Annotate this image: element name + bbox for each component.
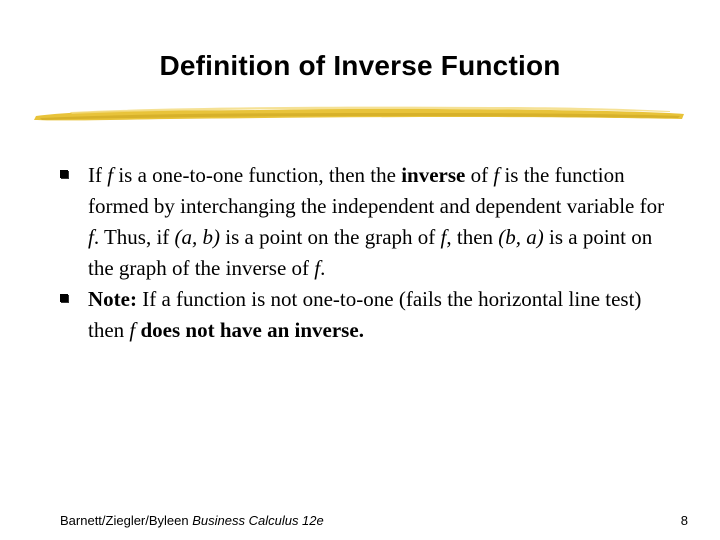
title-underline xyxy=(30,100,690,128)
text: If a function is not one-to-one (fails the horizontal line test) then xyxy=(88,287,642,342)
point-a-b: (a, b) xyxy=(174,225,221,249)
function-f: f xyxy=(107,163,114,187)
function-f: f xyxy=(440,225,447,249)
footer-authors: Barnett/Ziegler/Byleen xyxy=(60,513,193,528)
no-inverse-phrase: does not have an inverse xyxy=(135,318,359,342)
footer-book-title: Business Calculus 12e xyxy=(192,513,324,528)
square-bullet-icon xyxy=(60,294,68,302)
bullet-definition xyxy=(60,160,670,284)
text: If xyxy=(88,163,108,187)
bullet-note xyxy=(60,284,670,346)
text: is a point on the graph of xyxy=(220,225,441,249)
footer-citation xyxy=(60,513,324,528)
bullet-list xyxy=(60,160,670,346)
function-f: f xyxy=(88,225,94,249)
slide-title: Definition of Inverse Function xyxy=(159,50,561,81)
text: is a point on the graph of the inverse of xyxy=(88,225,653,280)
text: of xyxy=(465,163,494,187)
text: . xyxy=(320,256,326,280)
function-f: f xyxy=(129,318,136,342)
text: is the function formed by interchanging the independent and dependent variable for xyxy=(88,163,665,218)
text: . Thus, if xyxy=(93,225,175,249)
text: is a one-to-one function, then the xyxy=(113,163,402,187)
page-number: 8 xyxy=(680,513,688,528)
function-f: f xyxy=(314,256,321,280)
point-b-a: (b, a) xyxy=(498,225,544,249)
text: . xyxy=(358,318,364,342)
function-f: f xyxy=(493,163,500,187)
term-inverse: inverse xyxy=(401,163,466,187)
text: , then xyxy=(446,225,499,249)
note-label: Note: xyxy=(88,287,137,311)
square-bullet-icon xyxy=(60,170,68,178)
